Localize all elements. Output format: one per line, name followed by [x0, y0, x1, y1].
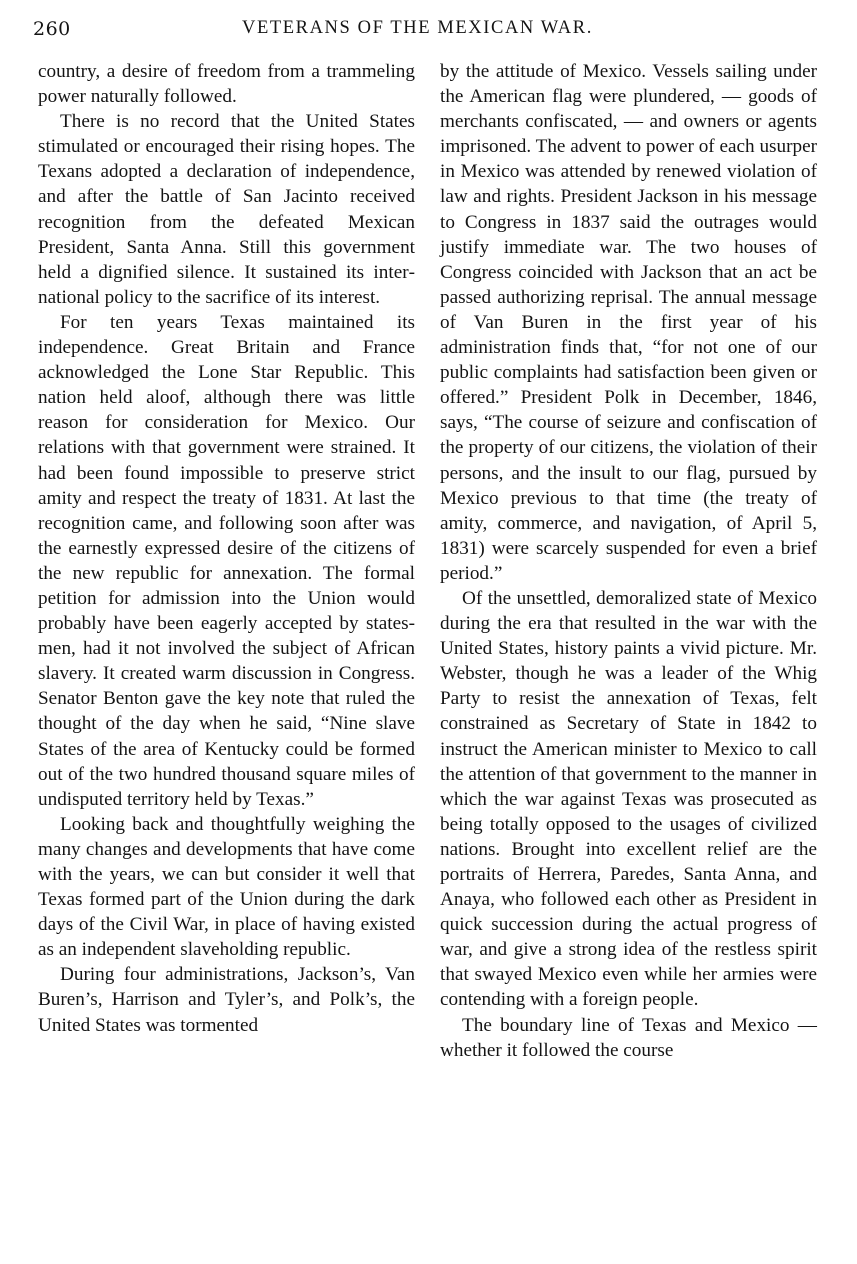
- paragraph: During four administrations, Jackson’s, Van Buren’s, Harrison and Tyler’s, and Polk’s, the United States was tormented: [38, 964, 415, 1036]
- page-number: 260: [33, 18, 71, 40]
- paragraph: Of the unsettled, demoralized state of Mexico during the era that resulted in the war with the United States, history paints a vivid picture. Mr. Webster, though he was a leader of the Whig Party to resist the annexation of Texas, felt constrained as Secretary of State in 1842 to instruct the American minister to Mexico to call the attention of that government to the manner in which the war against Texas was prosecuted as being totally opposed to the usages of civilized nations. Brought into excellent relief are the portraits of Herrera, Paredes, Santa Anna, and Anaya, who followed each other as President in quick succession during the actual progress of war, and give a strong idea of the restless spirit that swayed Mexico even while her armies were contending with a foreign people.: [440, 587, 817, 1011]
- paragraph: For ten years Texas maintained its independence. Great Britain and France acknowledged the Lone Star Republic. This nation held aloof, although there was little reason for consideration for Mexico. Our relations with that government were strained. It had been found impossible to preserve strict amity and respect the treaty of 1831. At last the recognition came, and following soon after was the earnestly expressed desire of the citizens of the new republic for annexation. The formal petition for admission into the Union would probably have been eagerly accepted by statesmen, had it not involved the subject of African slavery. It created warm discussion in Congress. Senator Benton gave the key note that ruled the thought of the day when he said, “Nine slave States of the area of Kentucky could be formed out of the two hundred thousand square miles of undisputed territory held by Texas.”: [38, 311, 415, 810]
- page-header: [0, 16, 857, 46]
- left-column: [38, 59, 415, 1038]
- paragraph: There is no record that the United States stimulated or encouraged their rising hopes. The Texans adopted a declaration of independence, and after the battle of San Jacinto received recognition from the defeated Mexican President, Santa Anna. Still this government held a dignified silence. It sustained its international policy to the sacrifice of its interest.: [38, 111, 415, 308]
- running-head: VETERANS OF THE MEXICAN WAR.: [242, 18, 593, 38]
- paragraph: The boundary line of Texas and Mexico — whether it followed the course: [440, 1014, 817, 1061]
- right-column: [440, 59, 817, 1063]
- paragraph: by the attitude of Mexico. Vessels sailing under the American flag were plundered, — goods of merchants confiscated, — and owners or agents imprisoned. The advent to power of each usurper in Mexico was attended by renewed violation of law and rights. President Jackson in his message to Congress in 1837 said the outrages would justify immediate war. The two houses of Congress coincided with Jackson that an act be passed authorizing reprisal. The annual message of Van Buren in the first year of his administration finds that, “for not one of our public complaints had satisfaction been given or offered.” President Polk in December, 1846, says, “The course of seizure and confiscation of the property of our citizens, the violation of their persons, and the insult to our flag, pursued by Mexico previous to that time (the treaty of amity, commerce, and navigation, of April 5, 1831) were scarcely suspended for even a brief period.”: [440, 61, 817, 584]
- paragraph: Looking back and thoughtfully weighing the many changes and developments that have come with the years, we can but consider it well that Texas formed part of the Union during the dark days of the Civil War, in place of having existed as an independent slaveholding republic.: [38, 813, 415, 961]
- paragraph: country, a desire of freedom from a trammeling power naturally followed.: [38, 61, 415, 108]
